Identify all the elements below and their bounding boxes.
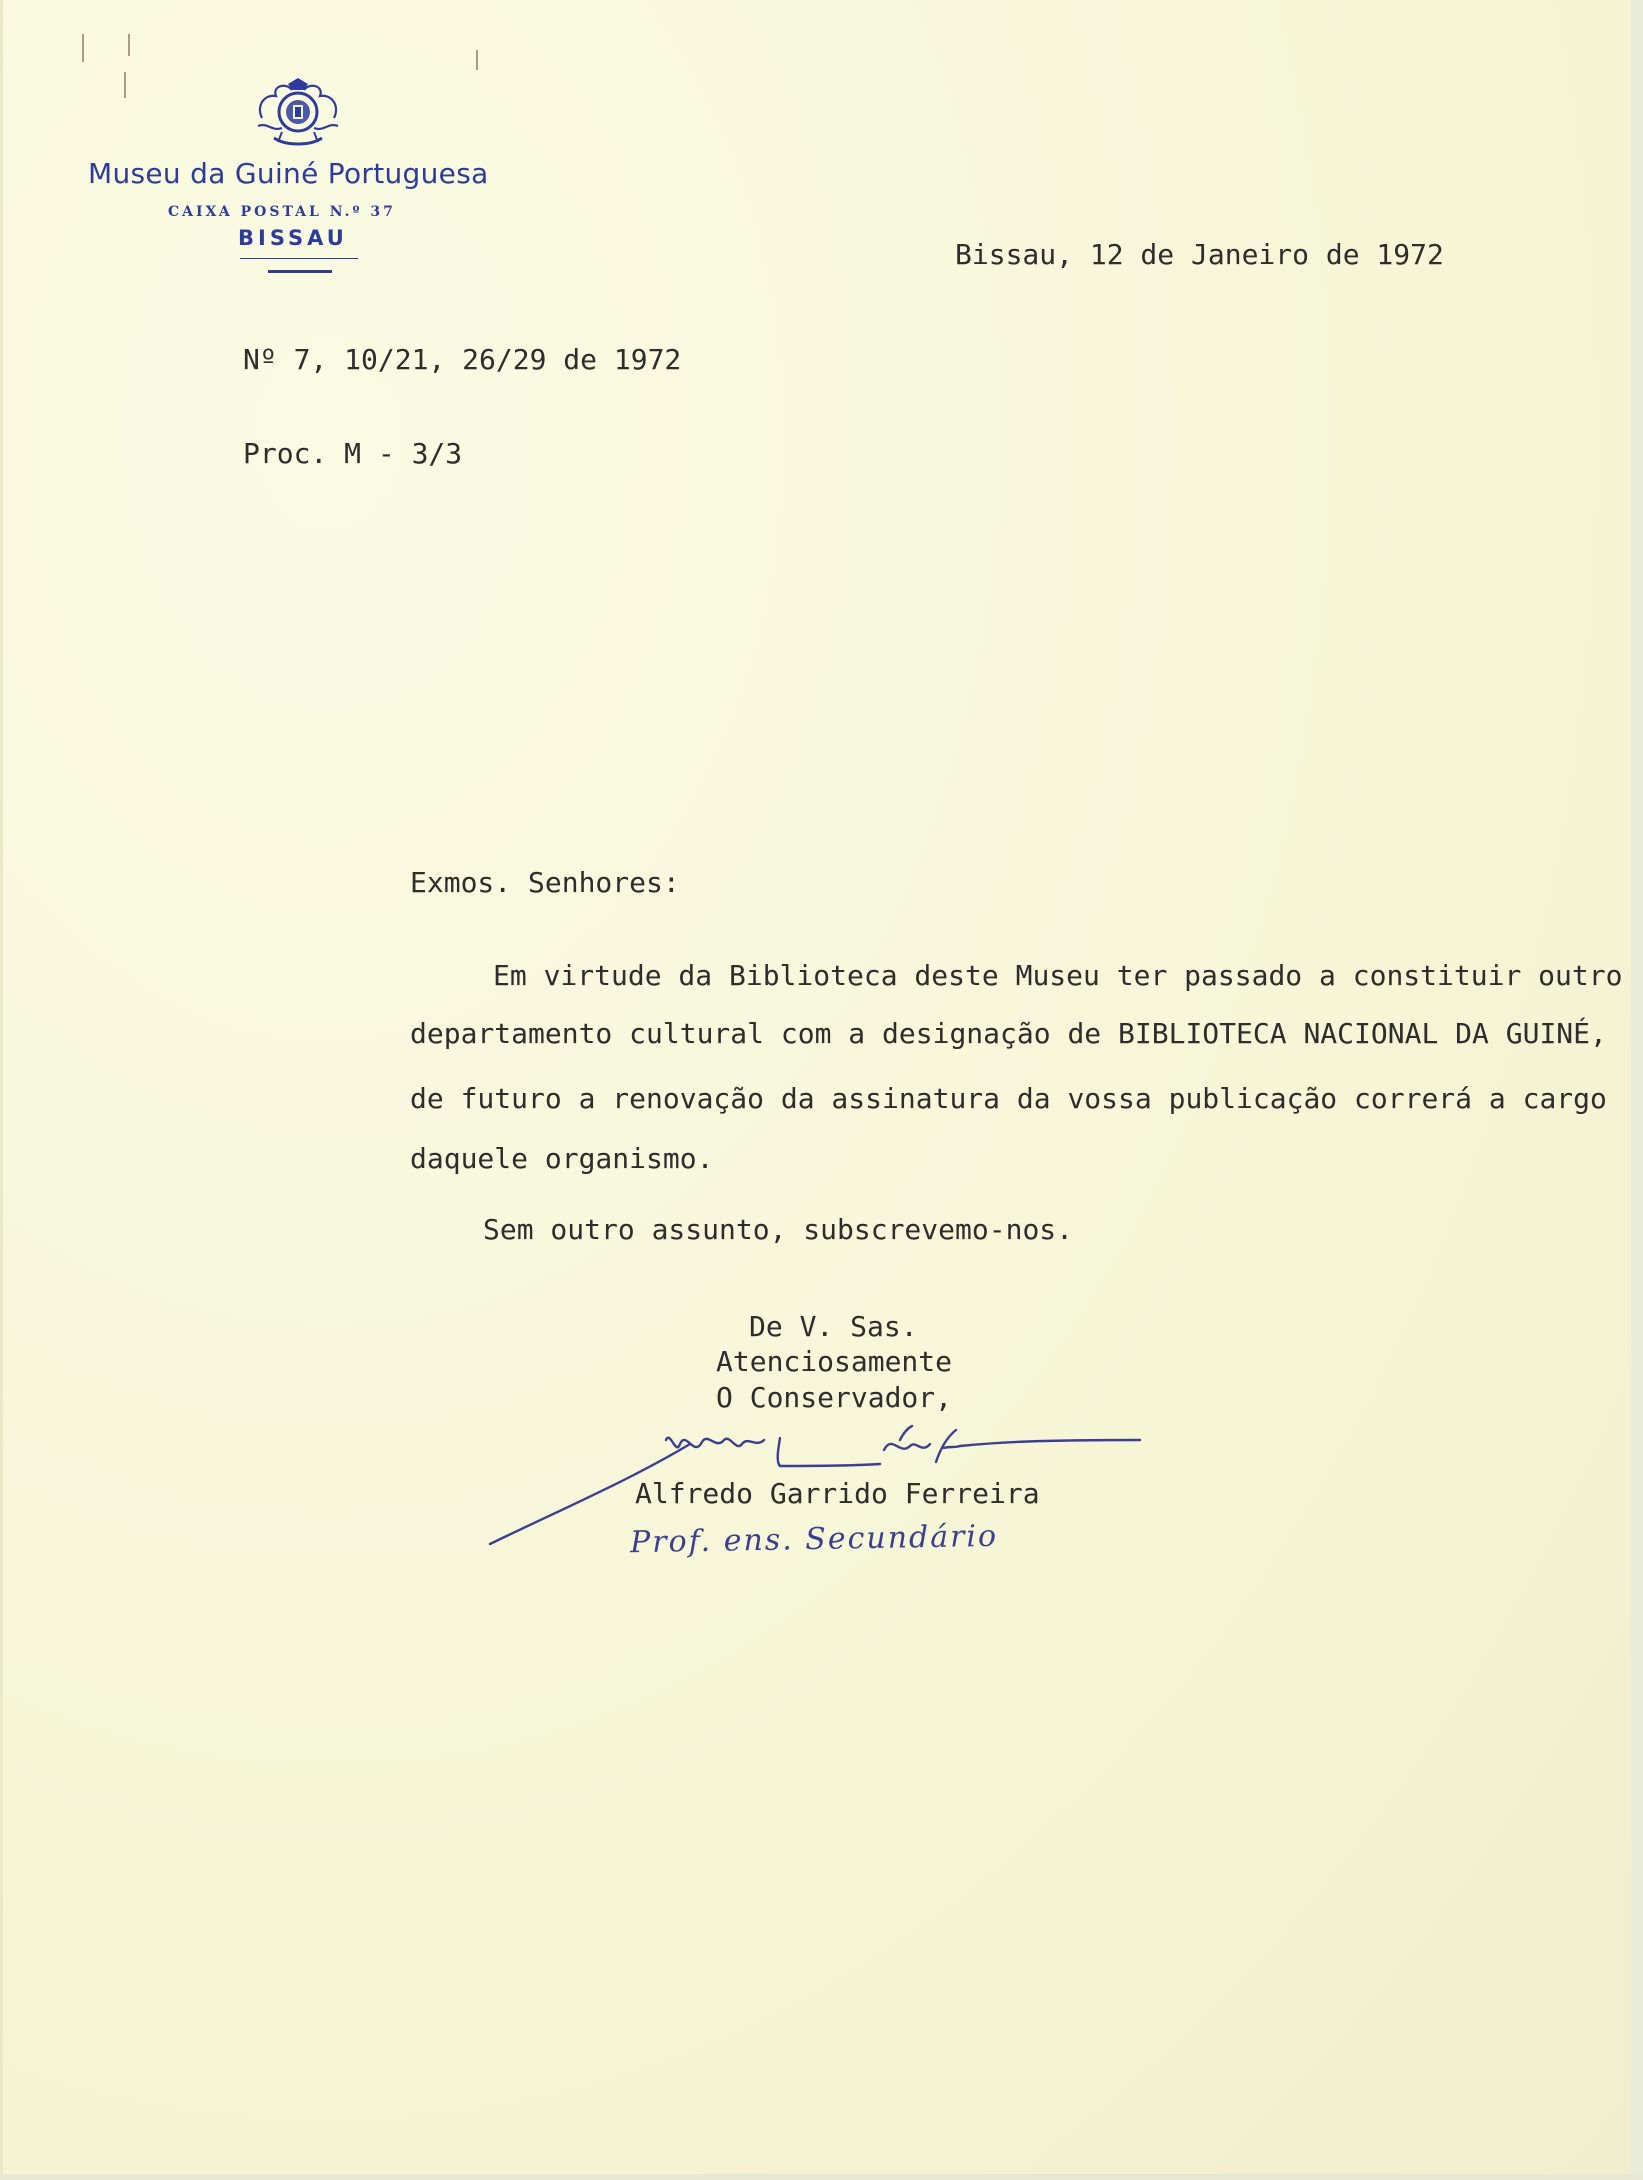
letterhead-rule [268,270,332,273]
closing-line: Sem outro assunto, subscrevemo-nos. [483,1213,1074,1246]
page-edge-bottom [0,2174,1643,2180]
salutation: Exmos. Senhores: [410,866,680,899]
signoff-line: Atenciosamente [716,1345,953,1378]
signoff-line: De V. Sas. [749,1310,918,1343]
pencil-mark [82,34,84,62]
paragraph-line: daquele organismo. [410,1142,714,1175]
paragraph-line: departamento cultural com a designação de BIBLIOTECA NACIONAL DA GUINÉ, [410,1017,1607,1050]
process-number: Proc. M - 3/3 [243,437,463,470]
paragraph-line: de futuro a renovação da assinatura da vossa publicação correrá a cargo [410,1082,1607,1115]
org-name: Museu da Guiné Portuguesa [88,157,489,190]
pencil-mark [128,34,130,56]
pencil-mark [124,72,126,98]
paragraph-line: Em virtude da Biblioteca deste Museu ter passado a constituir outro [493,959,1623,992]
date-line: Bissau, 12 de Janeiro de 1972 [955,238,1444,271]
signoff-line: O Conservador, [716,1381,953,1414]
page-edge-left [0,0,3,2180]
reference-number: Nº 7, 10/21, 26/29 de 1972 [243,343,682,376]
coat-of-arms-icon [252,76,344,150]
page-edge-right [1631,0,1643,2180]
handwritten-title: Prof. ens. Secundário [629,1518,999,1561]
pencil-mark [476,50,478,70]
signer-name: Alfredo Garrido Ferreira [635,1477,1040,1510]
letterhead-rule [240,258,358,259]
postal-address: CAIXA POSTAL N.º 37 [168,204,396,220]
letterhead-city: BISSAU [238,226,348,250]
